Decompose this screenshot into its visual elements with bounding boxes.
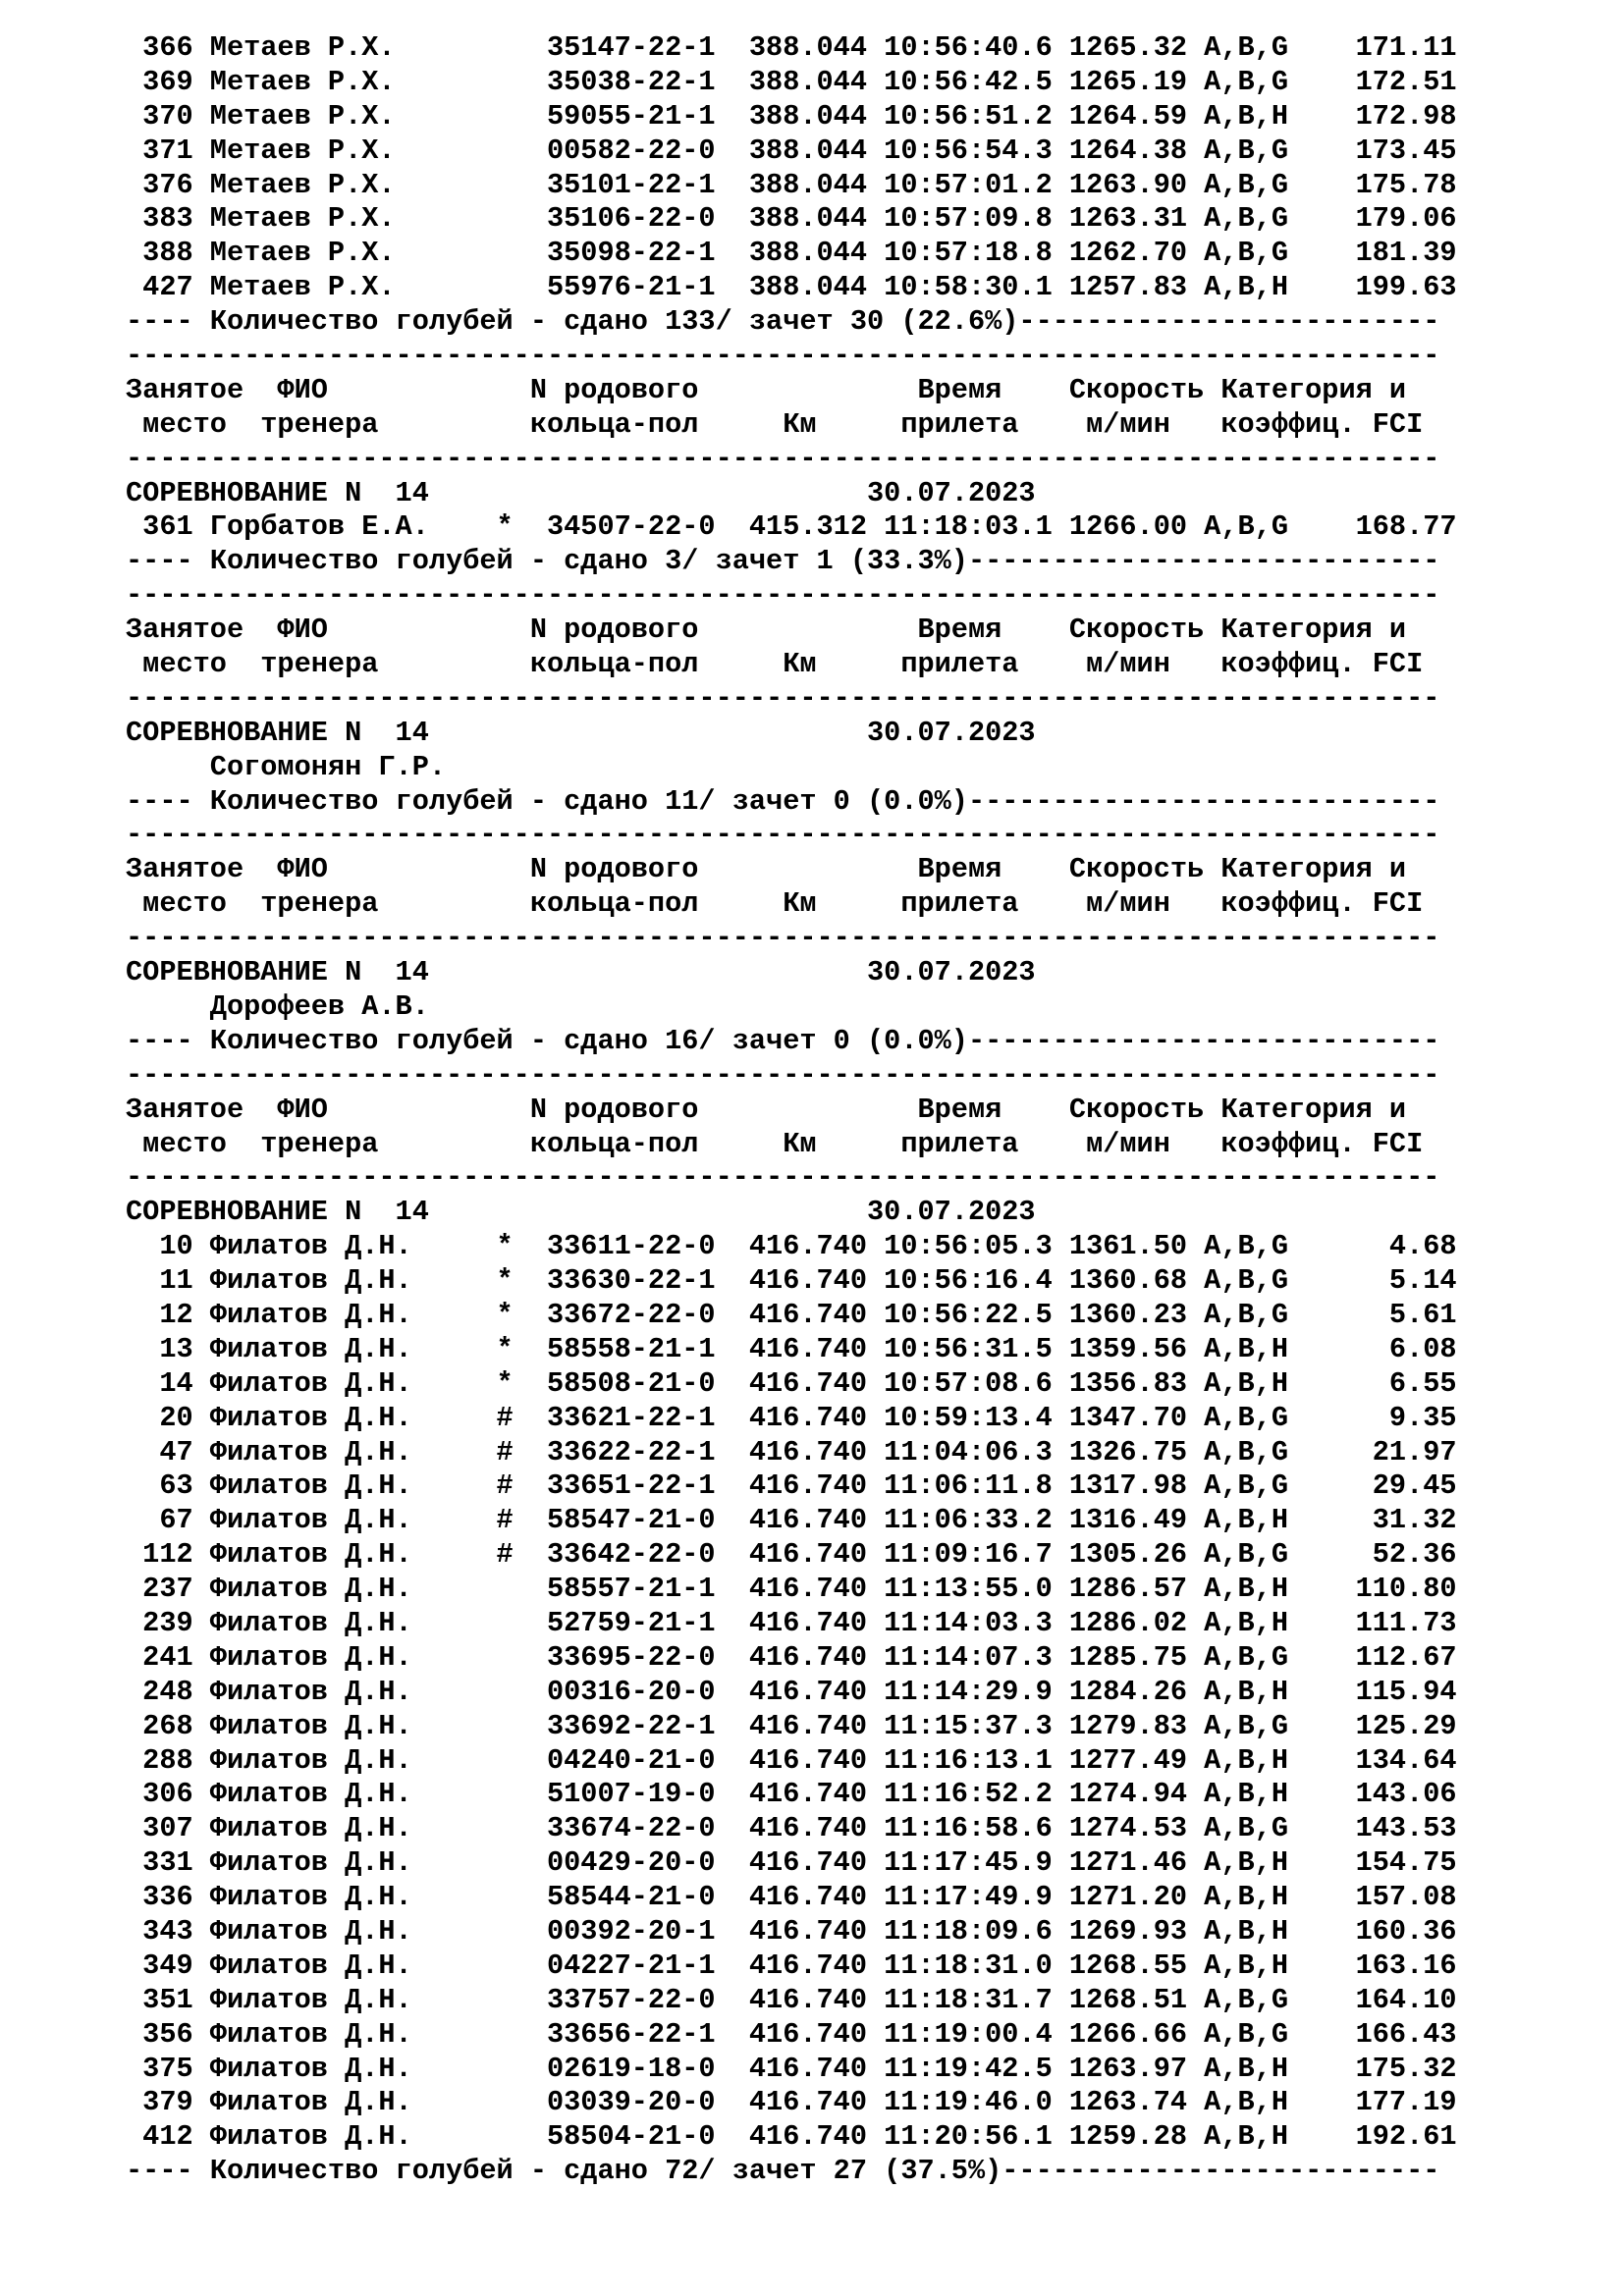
section-summary: ---- Количество голубей - сдано 11/ зачет 0 (0.0%)---------------------------- bbox=[126, 784, 1440, 818]
result-row: 10 Филатов Д.Н. * 33611-22-0 416.740 10:56:05.3 1361.50 A,B,G 4.68 bbox=[126, 1230, 1457, 1263]
result-row: 388 Метаев Р.Х. 35098-22-1 388.044 10:57:18.8 1262.70 A,B,G 181.39 bbox=[126, 237, 1457, 270]
table-header-row-1: Занятое ФИО N родового Время Скорость Категория и bbox=[126, 1093, 1407, 1126]
section-summary: ---- Количество голубей - сдано 72/ зачет 27 (37.5%)-------------------------- bbox=[126, 2155, 1440, 2188]
table-header-row-2: место тренера кольца-пол Км прилета м/мин коэффиц. FCI bbox=[126, 648, 1424, 681]
table-header-row-1: Занятое ФИО N родового Время Скорость Категория и bbox=[126, 614, 1407, 647]
result-row: 47 Филатов Д.Н. # 33622-22-1 416.740 11:04:06.3 1326.75 A,B,G 21.97 bbox=[126, 1435, 1457, 1468]
result-row: 13 Филатов Д.Н. * 58558-21-1 416.740 10:56:31.5 1359.56 A,B,H 6.08 bbox=[126, 1332, 1457, 1365]
result-row: 336 Филатов Д.Н. 58544-21-0 416.740 11:17:49.9 1271.20 A,B,H 157.08 bbox=[126, 1881, 1457, 1914]
divider: ------------------------------------------------------------------------------ bbox=[126, 922, 1440, 955]
result-row: 366 Метаев Р.Х. 35147-22-1 388.044 10:56:40.6 1265.32 A,B,G 171.11 bbox=[126, 31, 1457, 64]
result-row: 349 Филатов Д.Н. 04227-21-1 416.740 11:18:31.0 1268.55 A,B,H 163.16 bbox=[126, 1949, 1457, 1982]
result-row: 241 Филатов Д.Н. 33695-22-0 416.740 11:14:07.3 1285.75 A,B,G 112.67 bbox=[126, 1640, 1457, 1674]
result-row: 14 Филатов Д.Н. * 58508-21-0 416.740 10:57:08.6 1356.83 A,B,H 6.55 bbox=[126, 1366, 1457, 1400]
result-row: 288 Филатов Д.Н. 04240-21-0 416.740 11:16:13.1 1277.49 A,B,H 134.64 bbox=[126, 1743, 1457, 1777]
table-header-row-1: Занятое ФИО N родового Время Скорость Категория и bbox=[126, 373, 1407, 406]
result-row: 248 Филатов Д.Н. 00316-20-0 416.740 11:14:29.9 1284.26 A,B,H 115.94 bbox=[126, 1675, 1457, 1708]
section-summary: ---- Количество голубей - сдано 133/ зачет 30 (22.6%)------------------------- bbox=[126, 305, 1440, 339]
divider: ------------------------------------------------------------------------------ bbox=[126, 1058, 1440, 1092]
table-header-row-1: Занятое ФИО N родового Время Скорость Категория и bbox=[126, 853, 1407, 886]
result-row: 307 Филатов Д.Н. 33674-22-0 416.740 11:16:58.6 1274.53 A,B,G 143.53 bbox=[126, 1812, 1457, 1845]
section-summary: ---- Количество голубей - сдано 16/ зачет 0 (0.0%)---------------------------- bbox=[126, 1024, 1440, 1057]
competition-heading: СОРЕВНОВАНИЕ N 14 30.07.2023 bbox=[126, 716, 1036, 749]
result-row: 412 Филатов Д.Н. 58504-21-0 416.740 11:20:56.1 1259.28 A,B,H 192.61 bbox=[126, 2120, 1457, 2154]
result-row: 112 Филатов Д.Н. # 33642-22-0 416.740 11:09:16.7 1305.26 A,B,G 52.36 bbox=[126, 1538, 1457, 1572]
results-document bbox=[126, 31, 1598, 2189]
result-row: 20 Филатов Д.Н. # 33621-22-1 416.740 10:59:13.4 1347.70 A,B,G 9.35 bbox=[126, 1401, 1457, 1434]
result-row: 379 Филатов Д.Н. 03039-20-0 416.740 11:19:46.0 1263.74 A,B,H 177.19 bbox=[126, 2086, 1457, 2119]
divider: ------------------------------------------------------------------------------ bbox=[126, 579, 1440, 613]
result-row: 67 Филатов Д.Н. # 58547-21-0 416.740 11:06:33.2 1316.49 A,B,H 31.32 bbox=[126, 1504, 1457, 1537]
table-header-row-2: место тренера кольца-пол Км прилета м/мин коэффиц. FCI bbox=[126, 1127, 1424, 1160]
table-header-row-2: место тренера кольца-пол Км прилета м/мин коэффиц. FCI bbox=[126, 887, 1424, 921]
table-header-row-2: место тренера кольца-пол Км прилета м/мин коэффиц. FCI bbox=[126, 407, 1424, 441]
divider: ------------------------------------------------------------------------------ bbox=[126, 442, 1440, 475]
result-row: 351 Филатов Д.Н. 33757-22-0 416.740 11:18:31.7 1268.51 A,B,G 164.10 bbox=[126, 1983, 1457, 2016]
competition-heading: СОРЕВНОВАНИЕ N 14 30.07.2023 bbox=[126, 956, 1036, 989]
result-row: 427 Метаев Р.Х. 55976-21-1 388.044 10:58:30.1 1257.83 A,B,H 199.63 bbox=[126, 271, 1457, 304]
result-row: 383 Метаев Р.Х. 35106-22-0 388.044 10:57:09.8 1263.31 A,B,G 179.06 bbox=[126, 202, 1457, 236]
divider: ------------------------------------------------------------------------------ bbox=[126, 681, 1440, 715]
trainer-name: Согомонян Г.Р. bbox=[126, 750, 447, 783]
result-row: 63 Филатов Д.Н. # 33651-22-1 416.740 11:06:11.8 1317.98 A,B,G 29.45 bbox=[126, 1469, 1457, 1503]
competition-heading: СОРЕВНОВАНИЕ N 14 30.07.2023 bbox=[126, 1196, 1036, 1229]
competition-heading: СОРЕВНОВАНИЕ N 14 30.07.2023 bbox=[126, 476, 1036, 509]
result-row: 12 Филатов Д.Н. * 33672-22-0 416.740 10:56:22.5 1360.23 A,B,G 5.61 bbox=[126, 1298, 1457, 1331]
result-row: 370 Метаев Р.Х. 59055-21-1 388.044 10:56:51.2 1264.59 A,B,H 172.98 bbox=[126, 99, 1457, 133]
result-row: 331 Филатов Д.Н. 00429-20-0 416.740 11:17:45.9 1271.46 A,B,H 154.75 bbox=[126, 1846, 1457, 1880]
result-row: 375 Филатов Д.Н. 02619-18-0 416.740 11:19:42.5 1263.97 A,B,H 175.32 bbox=[126, 2052, 1457, 2085]
result-row: 371 Метаев Р.Х. 00582-22-0 388.044 10:56:54.3 1264.38 A,B,G 173.45 bbox=[126, 133, 1457, 167]
result-row: 376 Метаев Р.Х. 35101-22-1 388.044 10:57:01.2 1263.90 A,B,G 175.78 bbox=[126, 168, 1457, 201]
result-row: 268 Филатов Д.Н. 33692-22-1 416.740 11:15:37.3 1279.83 A,B,G 125.29 bbox=[126, 1709, 1457, 1742]
divider: ------------------------------------------------------------------------------ bbox=[126, 340, 1440, 373]
result-row: 306 Филатов Д.Н. 51007-19-0 416.740 11:16:52.2 1274.94 A,B,H 143.06 bbox=[126, 1778, 1457, 1811]
divider: ------------------------------------------------------------------------------ bbox=[126, 819, 1440, 852]
result-row: 361 Горбатов Е.А. * 34507-22-0 415.312 11:18:03.1 1266.00 A,B,G 168.77 bbox=[126, 510, 1457, 544]
trainer-name: Дорофеев А.В. bbox=[126, 989, 429, 1023]
result-row: 356 Филатов Д.Н. 33656-22-1 416.740 11:19:00.4 1266.66 A,B,G 166.43 bbox=[126, 2017, 1457, 2051]
section-summary: ---- Количество голубей - сдано 3/ зачет 1 (33.3%)---------------------------- bbox=[126, 545, 1440, 578]
result-row: 11 Филатов Д.Н. * 33630-22-1 416.740 10:56:16.4 1360.68 A,B,G 5.14 bbox=[126, 1264, 1457, 1298]
divider: ------------------------------------------------------------------------------ bbox=[126, 1161, 1440, 1195]
result-row: 369 Метаев Р.Х. 35038-22-1 388.044 10:56:42.5 1265.19 A,B,G 172.51 bbox=[126, 65, 1457, 98]
result-row: 237 Филатов Д.Н. 58557-21-1 416.740 11:13:55.0 1286.57 A,B,H 110.80 bbox=[126, 1573, 1457, 1606]
result-row: 343 Филатов Д.Н. 00392-20-1 416.740 11:18:09.6 1269.93 A,B,H 160.36 bbox=[126, 1914, 1457, 1948]
result-row: 239 Филатов Д.Н. 52759-21-1 416.740 11:14:03.3 1286.02 A,B,H 111.73 bbox=[126, 1606, 1457, 1639]
